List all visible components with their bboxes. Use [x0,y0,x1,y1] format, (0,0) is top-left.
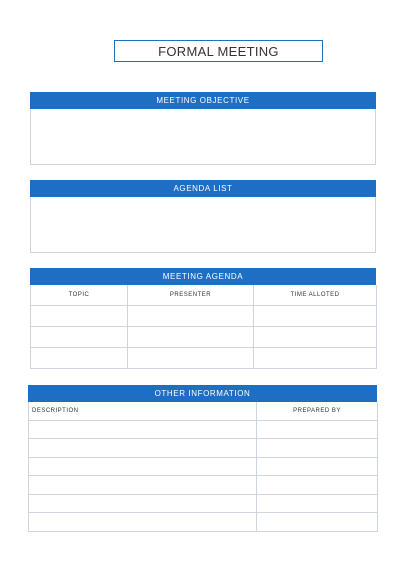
table-cell[interactable] [257,513,378,532]
meeting-objective-field[interactable] [30,109,376,165]
table-cell[interactable] [31,347,128,368]
column-header-prepared-by: PREPARED BY [257,402,378,420]
table-cell[interactable] [254,347,377,368]
table-header-row [31,285,377,305]
table-cell[interactable] [29,457,257,476]
table-row [29,420,378,439]
table-cell[interactable] [31,326,128,347]
table-row [29,476,378,495]
table-cell[interactable] [29,513,257,532]
table-cell[interactable] [254,305,377,326]
column-header-topic: TOPIC [31,285,128,305]
agenda-list-section [30,180,376,253]
table-row [29,439,378,458]
table-cell[interactable] [257,457,378,476]
meeting-objective-header: MEETING OBJECTIVE [30,92,376,109]
other-information-table [28,402,378,532]
table-row [29,457,378,476]
meeting-agenda-section [30,268,376,369]
table-row [29,494,378,513]
table-row [29,513,378,532]
table-cell[interactable] [128,347,254,368]
agenda-list-field[interactable] [30,197,376,253]
meeting-agenda-header: MEETING AGENDA [30,268,376,285]
agenda-list-header: AGENDA LIST [30,180,376,197]
table-cell[interactable] [31,305,128,326]
table-cell[interactable] [29,420,257,439]
table-cell[interactable] [257,439,378,458]
table-row [31,326,377,347]
page-title: FORMAL MEETING [114,40,323,62]
meeting-objective-section [30,92,376,165]
other-information-header: OTHER INFORMATION [28,385,377,402]
table-cell[interactable] [254,326,377,347]
column-header-presenter: PRESENTER [128,285,254,305]
table-row [31,347,377,368]
column-header-description: DESCRIPTION [29,402,257,420]
table-cell[interactable] [257,494,378,513]
table-cell[interactable] [29,476,257,495]
table-row [31,305,377,326]
meeting-agenda-table [30,285,377,369]
other-information-section [28,385,377,532]
table-cell[interactable] [128,305,254,326]
table-cell[interactable] [29,494,257,513]
table-cell[interactable] [29,439,257,458]
table-cell[interactable] [257,476,378,495]
table-header-row [29,402,378,420]
table-cell[interactable] [128,326,254,347]
column-header-time-alloted: TIME ALLOTED [254,285,377,305]
table-cell[interactable] [257,420,378,439]
